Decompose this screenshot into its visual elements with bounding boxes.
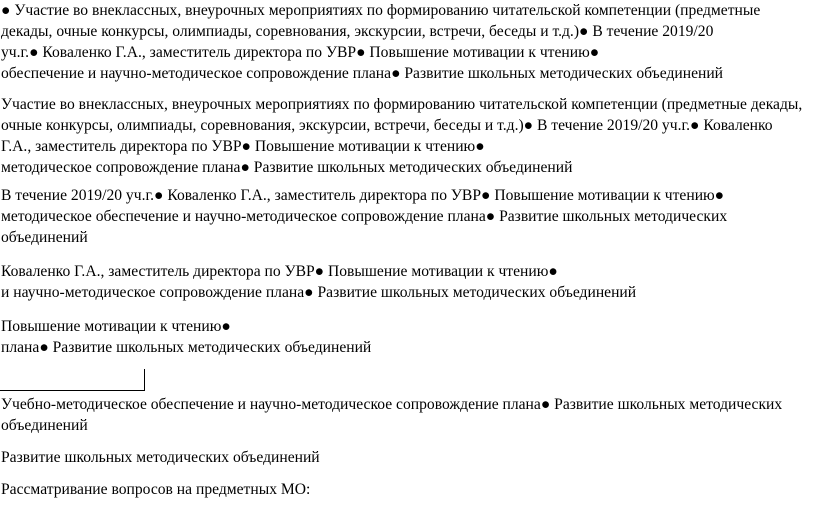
paragraph-4-line-2: и научно-методическое сопровождение плана● Развитие школьных методических объединений — [1, 284, 637, 301]
paragraph-1-line-4: обеспечение и научно-методическое сопровождение плана● Развитие школьных методических объединений — [1, 65, 724, 82]
paragraph-3-line-2: методическое обеспечение и научно-методическое сопровождение плана● Развитие школьных методических — [1, 208, 728, 225]
paragraph-5-line-1: Повышение мотивации к чтению● — [1, 318, 231, 335]
paragraph-8-line-1: Рассматривание вопросов на предметных МО: — [1, 481, 311, 498]
paragraph-2 — [1, 94, 813, 178]
paragraph-1 — [1, 0, 813, 84]
paragraph-1-line-1: ● Участие во внеклассных, внеурочных мероприятиях по формированию читательской компетенции (предметные — [1, 2, 761, 19]
paragraph-2-line-1: Участие во внеклассных, внеурочных мероприятиях по формированию читательской компетенции (предметные декады, — [1, 96, 803, 113]
paragraph-6-line-2: объединений — [1, 417, 88, 434]
paragraph-2-line-3: Г.А., заместитель директора по УВР● Повышение мотивации к чтению● — [1, 138, 485, 155]
paragraph-5-line-2: плана● Развитие школьных методических объединений — [1, 339, 372, 356]
paragraph-2-line-4: методическое сопровождение плана● Развитие школьных методических объединений — [1, 159, 573, 176]
paragraph-2-line-2: очные конкурсы, олимпиады, соревнования, экскурсии, встречи, беседы и т.д.)● В течение 2019/20 уч.г.● Коваленко — [1, 117, 773, 134]
paragraph-3-line-3: объединений — [1, 229, 88, 246]
paragraph-8 — [1, 479, 813, 500]
table-border-fragment — [0, 369, 145, 391]
paragraph-7-line-1: Развитие школьных методических объединений — [1, 449, 320, 466]
paragraph-6-line-1: Учебно-методическое обеспечение и научно-методическое сопровождение плана● Развитие школьных методических — [1, 396, 783, 413]
paragraph-6 — [1, 394, 813, 436]
paragraph-4-line-1: Коваленко Г.А., заместитель директора по УВР● Повышение мотивации к чтению● — [1, 263, 558, 280]
paragraph-4 — [1, 261, 813, 303]
paragraph-3 — [1, 185, 813, 248]
paragraph-1-line-3: уч.г.● Коваленко Г.А., заместитель директора по УВР● Повышение мотивации к чтению● — [1, 44, 600, 61]
paragraph-5 — [1, 316, 813, 358]
paragraph-7 — [1, 447, 813, 468]
paragraph-3-line-1: В течение 2019/20 уч.г.● Коваленко Г.А., заместитель директора по УВР● Повышение мотивации к чтению● — [1, 187, 725, 204]
paragraph-1-line-2: декады, очные конкурсы, олимпиады, соревнования, экскурсии, встречи, беседы и т.д.)● В течение 2019/20 — [1, 23, 714, 40]
